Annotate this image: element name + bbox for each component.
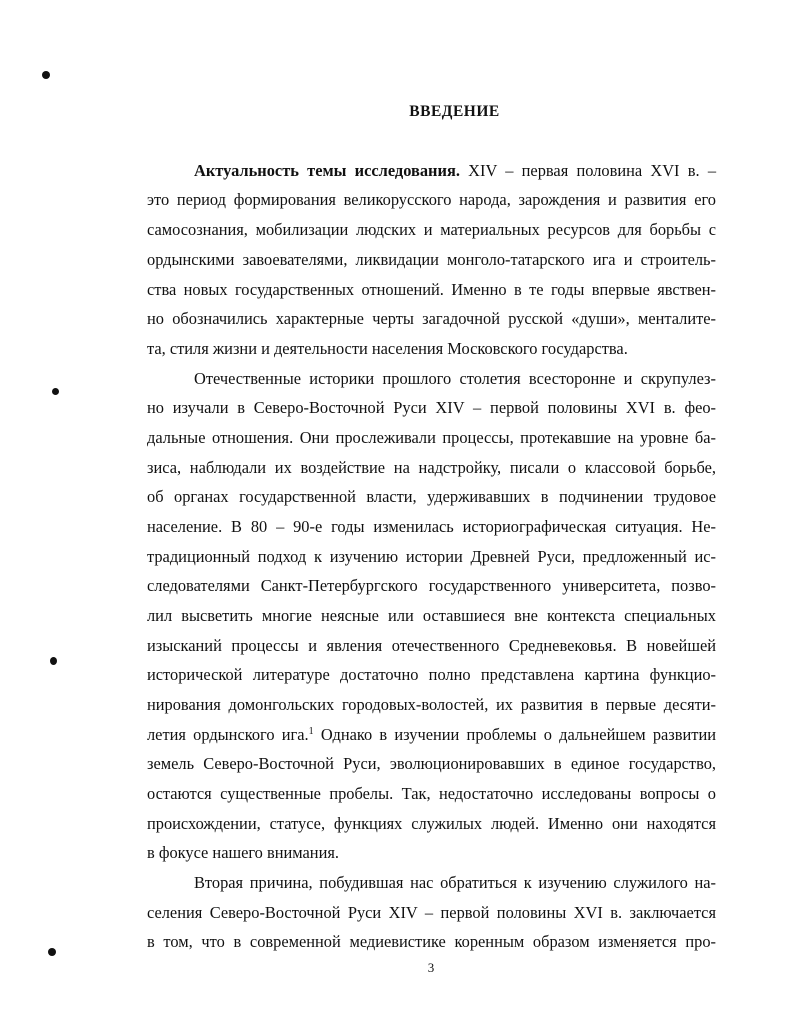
scan-dot-mark xyxy=(48,948,56,956)
footnote-marker: 1 xyxy=(308,726,314,737)
text-line: об органах государственной власти, удерживавших в подчинении трудовое xyxy=(147,487,716,506)
text-line: земель Северо-Восточной Руси, эволюционировавших в единое государство, xyxy=(147,754,716,773)
text-line: это период формирования великорусского народа, зарождения и развития его xyxy=(147,190,716,209)
text-line: та, стиля жизни и деятельности населения Московского государства. xyxy=(147,339,628,358)
text-line: изысканий процессы и явления отечественного Средневековья. В новейшей xyxy=(147,636,716,655)
text-line: селения Северо-Восточной Руси XIV – первой половины XVI в. заключается xyxy=(147,903,716,922)
text-line: Вторая причина, побудившая нас обратиться к изучению служилого на- xyxy=(194,873,716,892)
text-line: ордынскими завоевателями, ликвидации монголо-татарского ига и строитель- xyxy=(147,250,716,269)
line-text: Однако в изучении проблемы о дальнейшем развитии xyxy=(313,725,716,744)
scan-dot-mark xyxy=(50,657,57,665)
line-text: летия ордынского ига. xyxy=(147,725,309,744)
page-number: 3 xyxy=(427,960,435,975)
text-line: нирования домонгольских городовых-волостей, их развития в первые десяти- xyxy=(147,695,716,714)
scan-dot-mark xyxy=(42,71,50,79)
text-line: Отечественные историки прошлого столетия всесторонне и скрупулез- xyxy=(194,369,716,388)
text-line xyxy=(194,161,716,181)
text-line: следователями Санкт-Петербургского государственного университета, позво- xyxy=(147,576,716,595)
scan-dot-mark xyxy=(52,388,59,395)
text-line: дальные отношения. Они прослеживали процессы, протекавшие на уровне ба- xyxy=(147,428,716,447)
text-line: остаются существенные пробелы. Так, недостаточно исследованы вопросы о xyxy=(147,784,716,803)
text-line: но обозначились характерные черты загадочной русской «души», менталите- xyxy=(147,309,716,328)
text-line: исторической литературе достаточно полно представлена картина функцио- xyxy=(147,665,716,684)
text-line: самосознания, мобилизации людских и материальных ресурсов для борьбы с xyxy=(147,220,716,239)
line-text: XIV – первая половина XVI в. – xyxy=(459,161,717,180)
text-line: лил высветить многие неясные или оставшиеся вне контекста специальных xyxy=(147,606,716,625)
section-lead: Актуальность темы исследования. xyxy=(194,161,460,180)
text-line: происхождении, статусе, функциях служилых людей. Именно они находятся xyxy=(147,814,716,833)
text-line: зиса, наблюдали их воздействие на надстройку, писали о классовой борьбе, xyxy=(147,458,716,477)
text-line: в том, что в современной медиевистике коренным образом изменяется про- xyxy=(147,932,716,951)
text-line xyxy=(147,725,716,745)
text-line: ства новых государственных отношений. Именно в те годы впервые явствен- xyxy=(147,280,716,299)
page-title: ВВЕДЕНИЕ xyxy=(409,103,500,120)
text-line: но изучали в Северо-Восточной Руси XIV – первой половины XVI в. фео- xyxy=(147,398,716,417)
text-line: традиционный подход к изучению истории Древней Руси, предложенный ис- xyxy=(147,547,716,566)
text-line: население. В 80 – 90-е годы изменилась историографическая ситуация. Не- xyxy=(147,517,716,536)
text-line: в фокусе нашего внимания. xyxy=(147,843,339,862)
